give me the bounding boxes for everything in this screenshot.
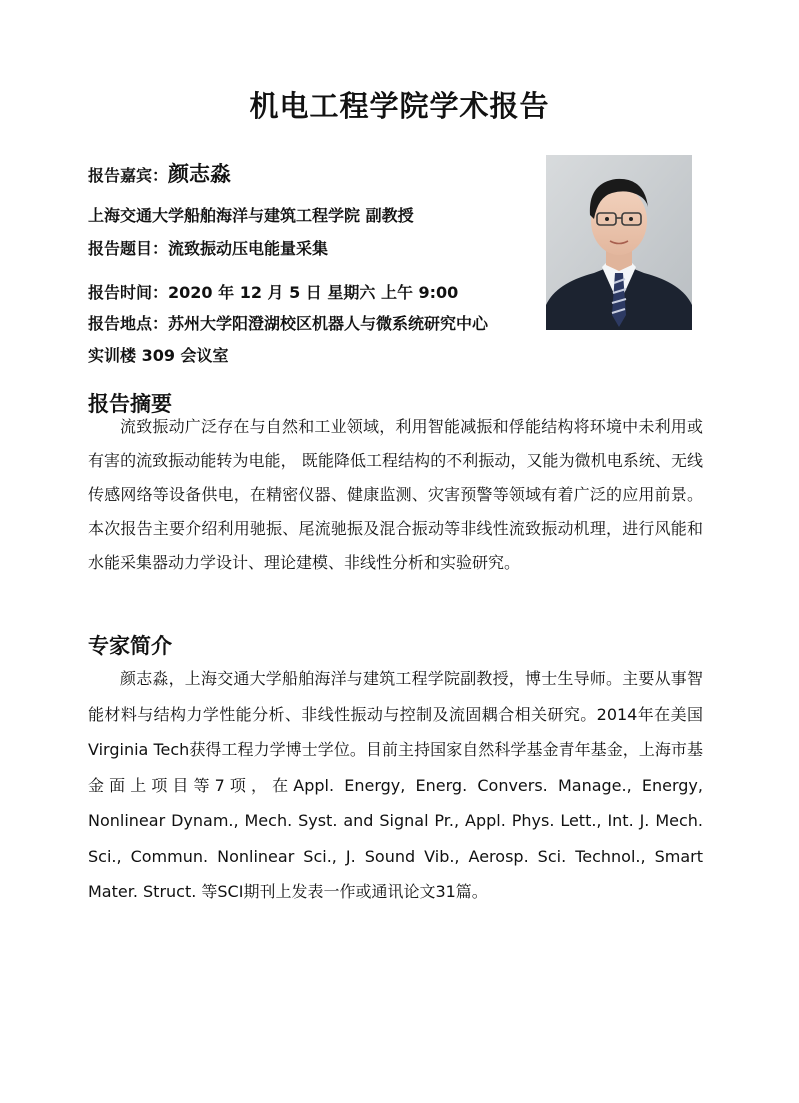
bio-heading: 专家简介: [88, 634, 172, 658]
speaker-portrait-image: [546, 155, 692, 330]
location-room: 实训楼 309 会议室: [88, 346, 229, 365]
abstract-text: 流致振动广泛存在与自然和工业领域，利用智能减振和俘能结构将环境中未利用或有害的流致振动能转为电能， 既能降低工程结构的不利振动，又能为微机电系统、无线传感网络等设备供电，在精密仪器、健康监测、灾害预警等领域有着广泛的应用前景。本次报告主要介绍利用驰振、尾流驰振及混合振动等非线性流致振动机理，进行风能和水能采集器动力学设计、理论建模、非线性分析和实验研究。: [88, 417, 703, 572]
location-label: 报告地点：: [88, 314, 169, 333]
time-value: 2020 年 12 月 5 日 星期六 上午 9:00: [168, 283, 459, 302]
page-title: 机电工程学院学术报告: [249, 89, 550, 123]
topic-value: 流致振动压电能量采集: [168, 239, 329, 258]
time-label: 报告时间：: [88, 283, 169, 302]
location-line: [88, 311, 488, 334]
time-line: [88, 280, 458, 303]
speaker-affiliation: 上海交通大学船舶海洋与建筑工程学院 副教授: [88, 206, 414, 225]
bio-text: 颜志淼，上海交通大学船舶海洋与建筑工程学院副教授，博士生导师。主要从事智能材料与结构力学性能分析、非线性振动与控制及流固耦合相关研究。2014年在美国Virginia Tech获得工程力学博士学位。目前主持国家自然科学基金青年基金，上海市基金面上项目等7项，在Appl. Energy, Energ. Convers. Manage., Energy, Nonlinear Dynam., Mech. Syst. and Signal Pr., Appl. Phys. Lett., Int. J. Mech. Sci., Commun. Nonlinear Sci., J. Sound Vib., Aerosp. Sci. Technol., Smart Mater. Struct. 等SCI期刊上发表一作或通讯论文31篇。: [88, 669, 703, 901]
topic-line: [88, 236, 328, 259]
speaker-label: 报告嘉宾：: [88, 166, 169, 185]
speaker-line: [88, 158, 231, 188]
abstract-heading: 报告摘要: [88, 392, 172, 416]
topic-label: 报告题目：: [88, 239, 169, 258]
location-value: 苏州大学阳澄湖校区机器人与微系统研究中心: [168, 314, 489, 333]
speaker-name: 颜志淼: [168, 162, 232, 186]
speaker-photo: [546, 155, 692, 330]
